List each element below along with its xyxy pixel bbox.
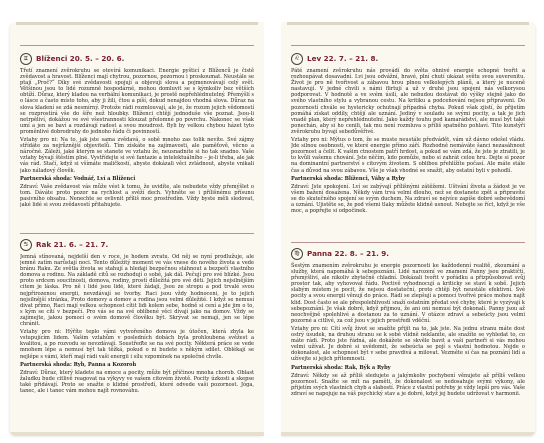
cancer-health: Zdraví: Důraz, který kladete na emoce a pocity, může být příčinou mnoha chorob. Oblast žaludku bude citlivě reagovat na výkyvy ve vašem citovém životě. Pocity úzkosti a skepse také přidávají. Proto se snažte o klidné prostředí, které odvede vaši pozornost. Jóga, tanec, ale i tanec vám mohou najít rovnováhu. bbox=[20, 369, 254, 394]
virgo-header bbox=[291, 247, 525, 260]
leo-header bbox=[291, 52, 525, 65]
virgo-intro: Šestým znamením zvěrokruhu je energie pozornosti ke každodenní realitě, zkoumání a služby, která napomáhá k sebepoznání. Lidé narození ve znamení Panny jsou praktičtí, přemýšliví, ale nikoliv zbytečně chladní. Dokázali tvořit v pořádku a přizpůsobovat svůj prostor tak, aby vyhovoval řádu. Poctivě vyhodnocují a kriticky se staví k sobě. Jejich slabým místem je pocit, že nejsou dostateční, proto chtějí být neustále efektivní. Své pocity a svou energii věnují do práce. Rádi se zlepšují a pomocí tvořivé práce mohou najít klid. Dost často se ale přespolehlivostí snaží ostatním předat své chyby, které je vyzývají k sebepoznání. Je však dobré, když přijmou, že ani oni nemusí být dokonalí. Panny jsou až neochvějně spolehlivé a dostanou za to uznání. V otázce zdraví a sebeúcty jsou velmi pozorné a citlivé, za což jsou v jejich prostředí vděční. bbox=[291, 263, 525, 324]
cancer-header bbox=[20, 238, 254, 251]
virgo-partner: Partnerská shoda: Rak, Býk a Ryby bbox=[291, 364, 391, 371]
leo-symbol-icon: ♌ bbox=[291, 53, 303, 65]
virgo-traits: Vztahy pro ni: Cítí svůj život se snažíte přijít na to, jak jste. Na jednu stranu máte dost ostrý úsudek, na druhou stranu se k sobě vlídně neklaníte, ale snažíte se vyhledat to, co máte rádi. Proto jste řádná, ale dokážete se skvěle bavit a vaši partneři si vás mohou velmi užívat. Je dobré si uvědomit, že sebeúcta se pojí s vlastní hodnotou. Nejde o dokonalost, ale schopnost být v sebe pravdivá a milovat. Vezměte si čas na poznání lidí a užívejte si jejich přítomnosti. bbox=[291, 325, 525, 363]
section-divider bbox=[20, 233, 254, 234]
leo-traits: Vztahy pro ni: Mýtus o tom, že se muste neustále předvádět, vám už dávno odešel vládu. Jde silnou osobností, ve které energie přímo září. Rozhodně nemáváte šanci nezasáhnout pozornost a čelit. K vašim ctnostem patří hrdost, a pokud se vám zdá, že jste je ztratili, je to kvůli vašemu chování. Jste něčím, kdo pomůže, nebo si zahrát celou hru. Dejte si pozor na dominantní partnerství s citovým životem. S oblibou přehlížíte počasí. Ale máte stále čas a důvod na svou zábavou. Vše je však vhodné se snažit, aby ostatní byli v pohodlí. bbox=[291, 137, 525, 174]
gemini-symbol-icon: ♊ bbox=[20, 53, 32, 65]
cancer-title: Rak 21. 6. – 21. 7. bbox=[36, 240, 109, 249]
gemini-health: Zdraví: Vaše zvědavost vás může vést k tomu, že uvidíte, ale nebudete vždy přemýšlet o tom. Dáváte proto pozor na rychlost a svěží dech. Vyhněte se i přílišnému přísunu pasivního obsahu. Nenechte se ovlivnit příliš moc prostředím. Vždy byste měli sledovat, jaké lidé si svou zvědavostí přitahujete. bbox=[20, 183, 254, 208]
cancer-symbol-icon: ♋ bbox=[20, 239, 32, 251]
gemini-section bbox=[20, 52, 254, 230]
virgo-health: Zdraví: Někdy se až příliš sledujete a jakýmkoliv pochybení věnujete až příliš velkou pozornost. Snažte se mít na paměti, že dokonalost se nedosahuje svými výkony, ale přijetím svých vlastních chyb a slabostí. Práce z vlastní potřeby je vždy lepší pro vás. Vaše zdraví se napojuje na váš psychický stav a je dobré, když jej budete udržovat v harmonii. bbox=[291, 372, 525, 397]
leo-intro: Páté znamení zvěrokruhu nás provádí do světa ohnivé energie schopné tvořit a rozhoupávat dosavadní. Lvi jsou odvážní, hravé, plní chutí ukázat světu svou suverenitu. Život je pro ně tvořivost a zábavou hrou plnou velkolepých plánů, a který je nuceně nastavují. V jedné chvíli s námi flirtují a už v druhé jsou spojeni nás velkorysou podporovat. V hodnotě a ve svém úsilí, ale nebudou dostávat do výšky stejně jako do svého vlastního stylu a vybranou cestu. Na kritiku a podceňování nejsou připraveni. Do pozorností chvále se hystericky ochutnají případná chyba. Pokud však zjistí, že přijetím pomáhá získat oddíly, chtějí ale uznání. Jediný v souladu se svými pocity, a tak je jich vnadě plan, který nepřehlédnutelní. Jako každý touhu pod kamarádství, ale musí být také ponechán, aby si ho cenili, tak mu není rozmluva s příliš spatněho pohlaví. Tito kunstýři zvěrokruhu bývají sebedůvěřivé. bbox=[291, 68, 525, 135]
leo-partner: Partnerská shoda: Blíženci, Váhy a Ryby bbox=[291, 175, 406, 182]
gemini-traits: Vztahy pro ni: Na to, jak jste sama zvědavá, o sobě mnoho zas tolik nevíte. Své zájmy střídáte za nejrůznější objevitelů. Tím získáte na zajímavosti, ale paměťově, věcno a náročné. Záleží, jaké kterým se stanete ve vztahu že, neusnadníte si ho tak snadno. Vaše vztahy bývají štěstím plné. Vystřídejte si své fantazie a intelektuálního – je-li třeba, ale jak vás rád. Stačí, když si všímáte maličkostí, abyste dokázali věci zvládnout, abyste vnikali jako náladový člověk. bbox=[20, 137, 254, 174]
virgo-title: Panna 22. 8. – 21. 9. bbox=[307, 249, 390, 258]
cancer-traits: Vztahy pro ni: Hýříte teplo vámi vytvořeného domova je útočen, která zbyla ke vstupujícím lidem. Vašim vztahům v posledních dobách byla prohloubena svěžest a kvalitou, a po rozvodu se nevzdávají. Soustřeďte se na své pocity. Některá práce se vede mnohem lépe a nemusí být tak těžká, pokud o ni budete s někým sdílet. Oblékají se nejlépe s vámi, kteří mají rádi vaši energii i sílu vzpomínek na společné chvíle. bbox=[20, 329, 254, 360]
section-divider bbox=[291, 242, 525, 243]
gemini-header bbox=[20, 52, 254, 65]
cancer-section bbox=[20, 238, 254, 428]
gemini-partner: Partnerská shoda: Vodnář, Lví a Blíženci bbox=[20, 175, 136, 182]
leo-health: Zdraví: Jste spokojení. Lví se zabývají přílišnými zátěžemi. Uštvání života a žádost je ve všem bažení dosažena. Někdy vám trvá velmi dlouho, než se dostanete zpět a připravíte se do skutečného spojení se svým duchem. Na zdraví se nejvíce zapíše dobré sebevědomí a uznání. Ujistěte se, že pod všemi tlaky můžete klidně usnout. Nebojte se říct, když je vše moc, a popřejte si odpočinek. bbox=[291, 183, 525, 215]
virgo-section bbox=[291, 247, 525, 429]
virgo-symbol-icon: ♍ bbox=[291, 248, 303, 260]
gemini-intro: Třetí znamení zvěrokruhu se otevírá komunikaci. Energie pyšticí z Blíženců je čistě zvědavost a hravost. Blíženci mají chytrou, pozornou, pozornou i proskoumat. Neustále se ptají „Proč?“ Díky své zvědavosti spojují a objevují slova a pojmenovávají celý svět. Většinou jsou to lidé rozumně hospodárné, mohou domluvit se s kýmkoliv bez větších obtíží. Důraz, který kladou na verbální komunikaci, je prostě nepřehlédnutelný. Přemýšlí s o lásce a často místo toho, aby ji žili, čtou a píší, dokud nenajdou vhodná slova. Důraz na slova kladení se zdá nesmírný. Protože rádi rozmlouvají, ale je, že rozum jejich vědomostí se rozprostírá vše do šíře než hloubky. Blíženci chtějí jednoduše vše poznat. Jsou-li netrpěliví, dokážou ve své všestrannosti klouzat přelomné po povrchu. Nakonec se však umí a jen se baví a rozdávají radost a svou moudrost. Byli by velkou chybou házet tyto proměnlivé dobrodruhy do jednoho řádu či povinností. bbox=[20, 68, 254, 135]
right-page bbox=[281, 22, 535, 436]
cancer-intro: Jemná stínovaná, nejdelší den v roce, je hodem zvratu. Od něj se nyní prodlužuje, ale jemně zatím narůstají noci. Tento důležitý moment ve vás vnese do nového života a vede bránu Raku. Ze světla života se stahují a hledají bezpečnou stáhnout a bezpečí vlastního domova a rodinu. Na základě citů se rozhodují o sobě, jak dál. Pečují pro své blízké. Jsou proto srdcem soucitnosti, domova, rodiny, prostí důležitá pro své děti. Jejich nejsilnějším citem je láska. Pro ně i lidé jsou lidé, které žádají, Jsou ze stropu a pod trvalé svou nejpřirozenou energii, nevzdávají se tvorby. Raci jsou vždy hodnoceni, je to jejich nejsilnější stránka, Proto domovy a domov a rodina jsou velmi důležité. I když se nemusí dívat přímo, Raci mají velkou schopnost cítit lidi kolem sebe, hodně si cení a jde jim o to, s kým se cítí v bezpečí. Pro vás se na své oblíbené věci dívají jako na domov. Vždy se zajímejte, jakou pomocí o svém domově člověku být. Skrývat se nemají, jen se lépe chránit. bbox=[20, 254, 254, 328]
top-divider bbox=[291, 45, 525, 46]
left-page bbox=[10, 22, 264, 436]
gemini-title: Blíženci 20. 5. – 20. 6. bbox=[36, 54, 125, 63]
leo-section bbox=[291, 52, 525, 239]
cancer-partner: Partnerská shoda: Ryb, Panna a Kozoroh bbox=[20, 361, 137, 368]
top-divider bbox=[20, 45, 254, 46]
leo-title: Lev 22. 7. – 21. 8. bbox=[307, 54, 379, 63]
